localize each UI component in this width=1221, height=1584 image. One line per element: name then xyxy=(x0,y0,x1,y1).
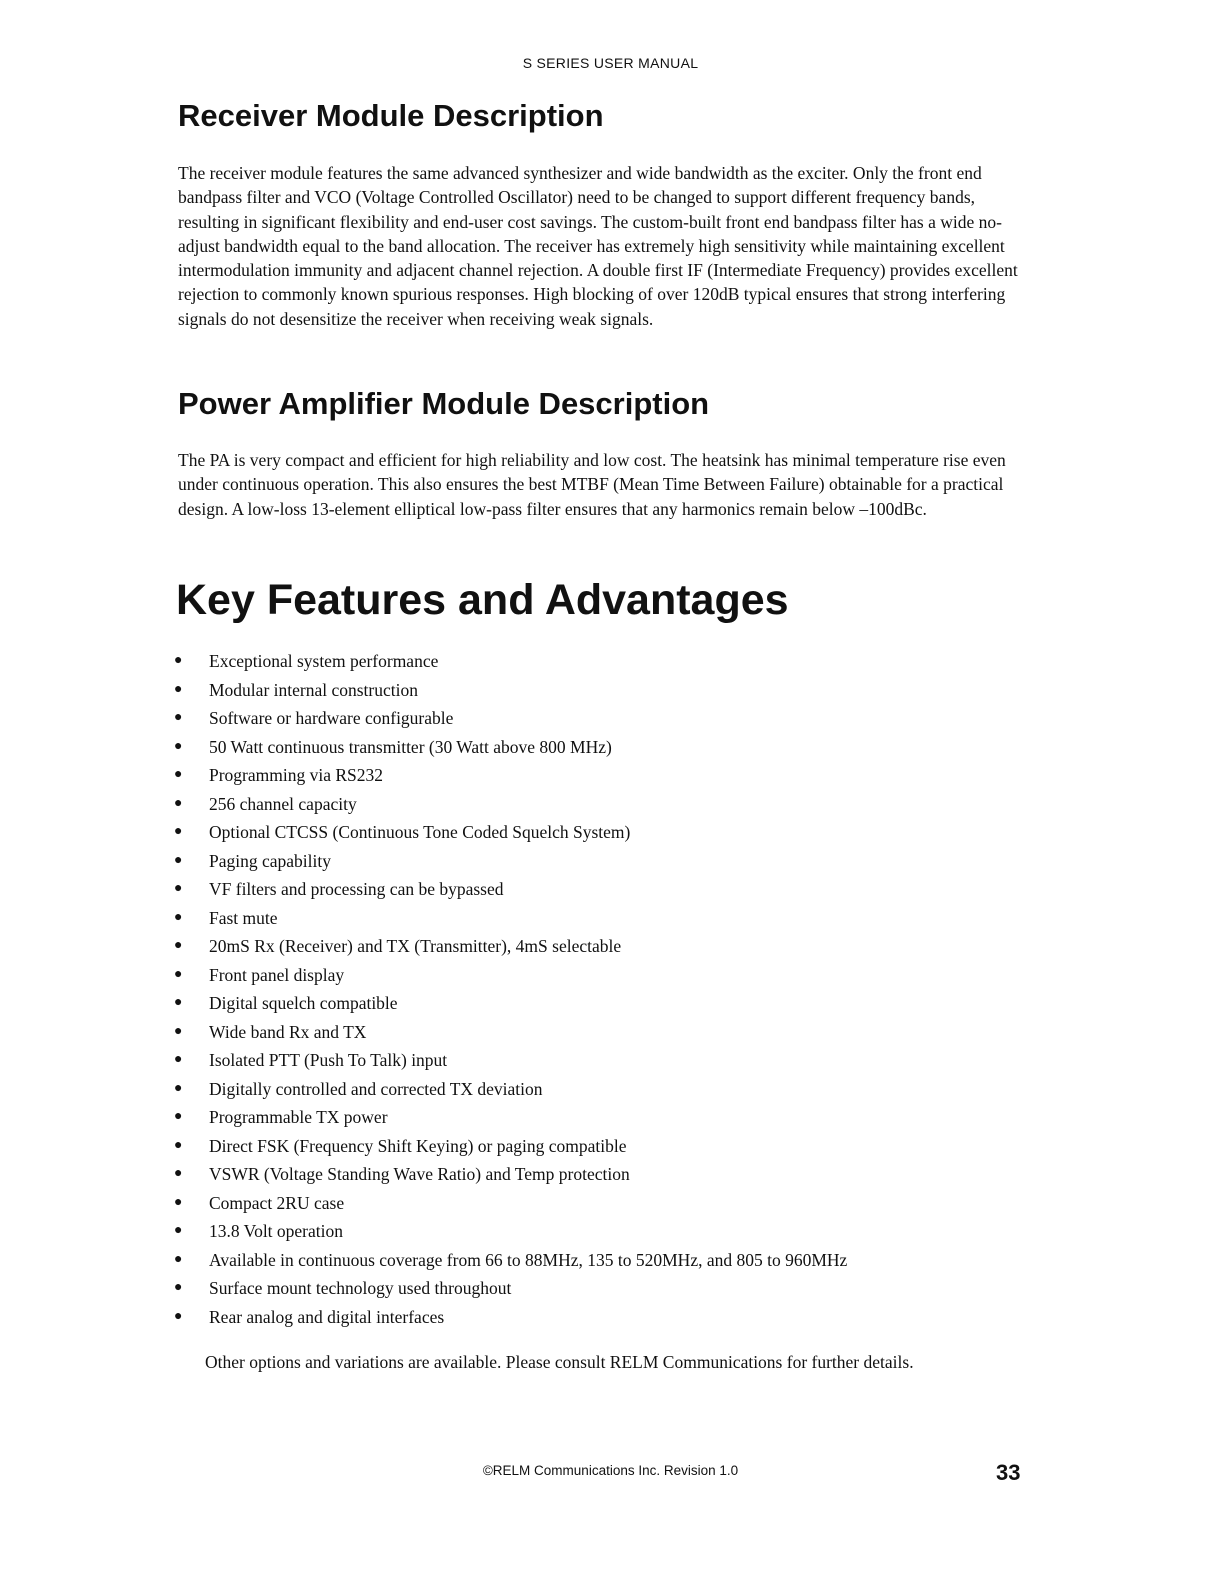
bullet-icon: ● xyxy=(174,1223,183,1238)
feature-list-item xyxy=(172,875,847,904)
bullet-icon: ● xyxy=(174,1251,183,1267)
feature-list-item xyxy=(172,704,847,733)
bullet-icon: ● xyxy=(174,1166,183,1181)
feature-list-item xyxy=(172,1046,847,1075)
feature-list-item xyxy=(172,647,847,676)
power-amplifier-heading: Power Amplifier Module Description xyxy=(178,386,710,421)
feature-text: Front panel display xyxy=(209,964,345,985)
bullet-icon: ● xyxy=(174,1080,183,1096)
bullet-icon: ● xyxy=(174,824,183,839)
receiver-paragraph: The receiver module features the same advanced synthesizer and wide bandwidth as the exciter. Only the front end bandpass filter and VCO (Voltage Controlled Oscillator) need to be changed to support different frequency bands, resulting in significant flexibility and end-user cost savings. The custom-built front end bandpass filter has a wide no-adjust bandwidth equal to the band allocation. The receiver has extremely high sensitivity while maintaining excellent intermodulation immunity and adjacent channel rejection. A double first IF (Intermediate Frequency) provides excellent rejection to commonly known spurious responses. High blocking of over 120dB typical ensures that strong interfering signals do not desensitize the receiver when receiving weak signals. xyxy=(178,163,1018,329)
feature-text: VSWR (Voltage Standing Wave Ratio) and Temp protection xyxy=(209,1164,630,1184)
key-features-heading: Key Features and Advantages xyxy=(176,576,789,624)
bullet-icon: ● xyxy=(174,909,183,925)
power-amplifier-paragraph: The PA is very compact and efficient for high reliability and low cost. The heatsink has minimal temperature rise even under continuous operation. This also ensures the best MTBF (Mean Time Between Failure) obtainable for a practical design. A low-loss 13-element elliptical low-pass filter ensures that any harmonics remain below –100dBc. xyxy=(178,450,1006,519)
bullet-icon: ● xyxy=(174,738,183,754)
bullet-icon: ● xyxy=(174,938,183,953)
feature-list xyxy=(172,647,847,1331)
bullet-icon: ● xyxy=(174,1109,183,1124)
bullet-icon: ● xyxy=(174,795,183,811)
feature-list-item xyxy=(172,1160,847,1189)
feature-list-item xyxy=(172,1018,847,1047)
bullet-icon: ● xyxy=(174,1280,183,1295)
other-options-note: Other options and variations are available. Please consult RELM Communications for further details. xyxy=(205,1352,914,1372)
feature-list-item xyxy=(172,1217,847,1246)
bullet-icon: ● xyxy=(174,1137,183,1153)
bullet-icon: ● xyxy=(174,1023,183,1039)
feature-text: Programming via RS232 xyxy=(209,765,384,785)
feature-text: Compact 2RU case xyxy=(209,1192,345,1213)
feature-list-item xyxy=(172,790,847,819)
feature-text: Rear analog and digital interfaces xyxy=(209,1306,445,1327)
feature-text: Programmable TX power xyxy=(209,1107,388,1127)
feature-text: Exceptional system performance xyxy=(209,651,439,671)
bullet-icon: ● xyxy=(174,710,183,725)
feature-list-item xyxy=(172,932,847,961)
feature-text: 256 channel capacity xyxy=(209,793,357,814)
bullet-icon: ● xyxy=(174,1308,183,1324)
feature-list-item xyxy=(172,1303,847,1332)
feature-text: 50 Watt continuous transmitter (30 Watt above 800 MHz) xyxy=(209,736,612,757)
feature-list-item xyxy=(172,761,847,790)
feature-list-item xyxy=(172,1075,847,1104)
feature-list-item xyxy=(172,733,847,762)
feature-text: Wide band Rx and TX xyxy=(209,1021,367,1042)
feature-list-item xyxy=(172,1246,847,1275)
feature-list-item xyxy=(172,1132,847,1161)
feature-text: Paging capability xyxy=(209,850,331,871)
feature-text: Fast mute xyxy=(209,907,278,928)
feature-list-item xyxy=(172,1189,847,1218)
bullet-icon: ● xyxy=(174,881,183,896)
bullet-icon: ● xyxy=(174,681,183,697)
feature-text: Software or hardware configurable xyxy=(209,708,454,728)
feature-text: Isolated PTT (Push To Talk) input xyxy=(209,1050,448,1070)
feature-list-item xyxy=(172,904,847,933)
page-number: 33 xyxy=(996,1460,1021,1485)
feature-list-item xyxy=(172,818,847,847)
running-header: S SERIES USER MANUAL xyxy=(522,55,699,71)
bullet-icon: ● xyxy=(174,852,183,868)
feature-text: VF filters and processing can be bypassed xyxy=(209,879,504,899)
feature-text: 13.8 Volt operation xyxy=(209,1221,344,1241)
bullet-icon: ● xyxy=(174,1052,183,1067)
feature-text: Direct FSK (Frequency Shift Keying) or paging compatible xyxy=(209,1135,627,1156)
feature-list-item xyxy=(172,989,847,1018)
feature-text: Digitally controlled and corrected TX deviation xyxy=(209,1078,543,1099)
feature-list-item xyxy=(172,961,847,990)
receiver-heading: Receiver Module Description xyxy=(178,98,604,133)
feature-text: Surface mount technology used throughout xyxy=(209,1278,512,1298)
feature-list-item xyxy=(172,847,847,876)
feature-text: 20mS Rx (Receiver) and TX (Transmitter), 4mS selectable xyxy=(209,936,622,956)
bullet-icon: ● xyxy=(174,1194,183,1210)
feature-list-item xyxy=(172,676,847,705)
feature-text: Modular internal construction xyxy=(209,679,418,700)
footer-copyright: ©RELM Communications Inc. Revision 1.0 xyxy=(482,1463,739,1478)
feature-text: Digital squelch compatible xyxy=(209,993,398,1013)
bullet-icon: ● xyxy=(174,767,183,782)
bullet-icon: ● xyxy=(174,966,183,982)
feature-text: Available in continuous coverage from 66 to 88MHz, 135 to 520MHz, and 805 to 960MHz xyxy=(209,1249,848,1270)
feature-list-item xyxy=(172,1103,847,1132)
bullet-icon: ● xyxy=(174,995,183,1010)
feature-list-item xyxy=(172,1274,847,1303)
bullet-icon: ● xyxy=(174,653,183,668)
feature-text: Optional CTCSS (Continuous Tone Coded Squelch System) xyxy=(209,822,631,842)
